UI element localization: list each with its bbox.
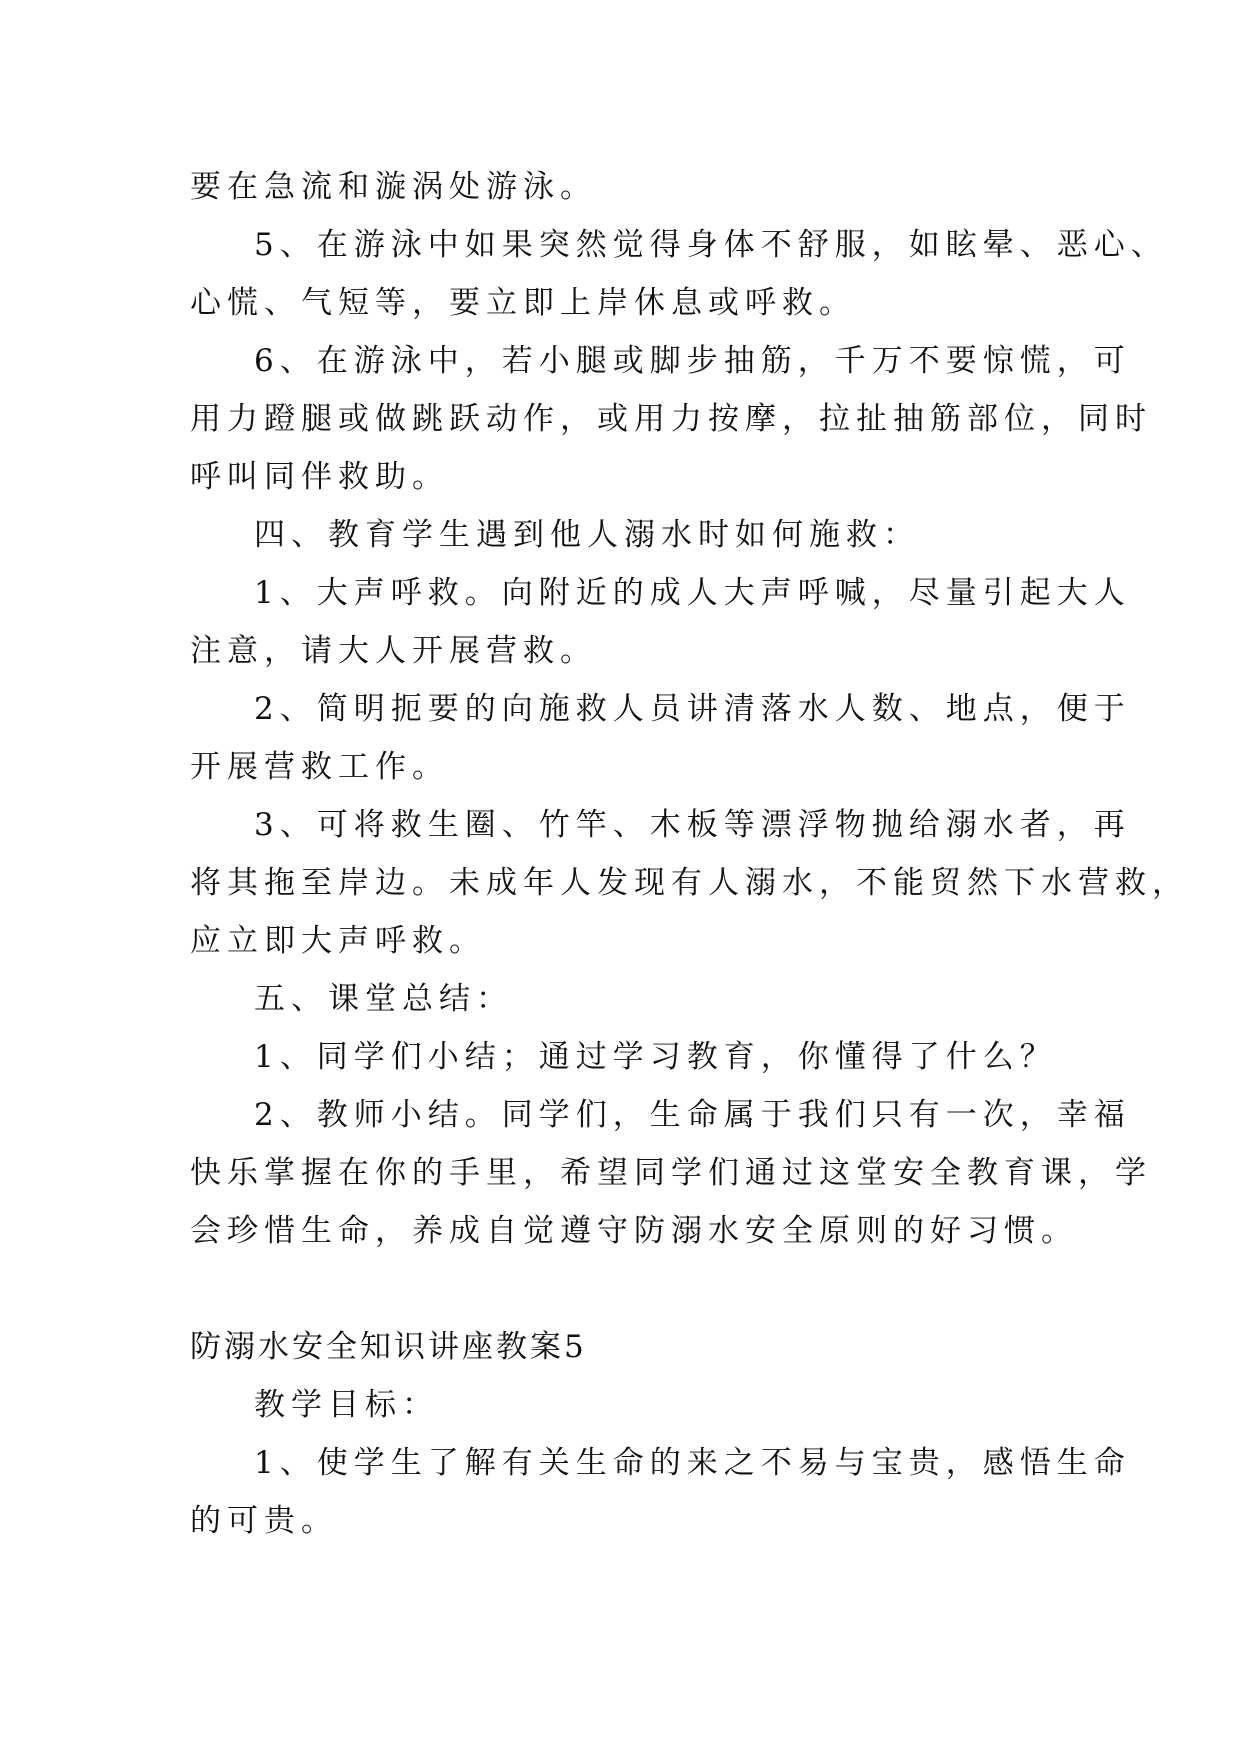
text-line: 1、大声呼救。向附近的成人大声呼喊，尽量引起大人 — [254, 575, 1131, 611]
text-line: 要在急流和漩涡处游泳。 — [190, 169, 597, 205]
text-line: 开展营救工作。 — [190, 749, 449, 785]
text-line: 用力蹬腿或做跳跃动作，或用力按摩，拉扯抽筋部位，同时 — [190, 401, 1152, 437]
text-line: 6、在游泳中，若小腿或脚步抽筋，千万不要惊慌，可 — [254, 343, 1131, 379]
text-line: 会珍惜生命，养成自觉遵守防溺水安全原则的好习惯。 — [190, 1213, 1078, 1249]
section-heading: 五、课堂总结： — [254, 981, 513, 1017]
text-line: 注意，请大人开展营救。 — [190, 633, 597, 669]
text-line: 将其拖至岸边。未成年人发现有人溺水，不能贸然下水营救， — [190, 865, 1189, 901]
paragraph-gap — [190, 1260, 1050, 1318]
text-line: 心慌、气短等，要立即上岸休息或呼救。 — [190, 285, 856, 321]
document-title: 防溺水安全知识讲座教案5 — [190, 1329, 587, 1365]
text-line: 2、简明扼要的向施救人员讲清落水人数、地点，便于 — [254, 691, 1131, 727]
text-line: 3、可将救生圈、竹竿、木板等漂浮物抛给溺水者，再 — [254, 807, 1131, 843]
text-line: 快乐掌握在你的手里，希望同学们通过这堂安全教育课，学 — [190, 1155, 1152, 1191]
document-body — [190, 158, 1189, 1550]
text-line: 2、教师小结。同学们，生命属于我们只有一次，幸福 — [254, 1097, 1131, 1133]
section-heading: 四、教育学生遇到他人溺水时如何施救： — [254, 517, 920, 553]
text-line: 的可贵。 — [190, 1503, 338, 1539]
text-line: 呼叫同伴救助。 — [190, 459, 449, 495]
text-line: 1、同学们小结；通过学习教育，你懂得了什么？ — [254, 1039, 1057, 1075]
section-heading: 教学目标： — [254, 1387, 439, 1423]
text-line: 1、使学生了解有关生命的来之不易与宝贵，感悟生命 — [254, 1445, 1131, 1481]
text-line: 应立即大声呼救。 — [190, 923, 486, 959]
text-line: 5、在游泳中如果突然觉得身体不舒服，如眩晕、恶心、 — [254, 227, 1168, 263]
